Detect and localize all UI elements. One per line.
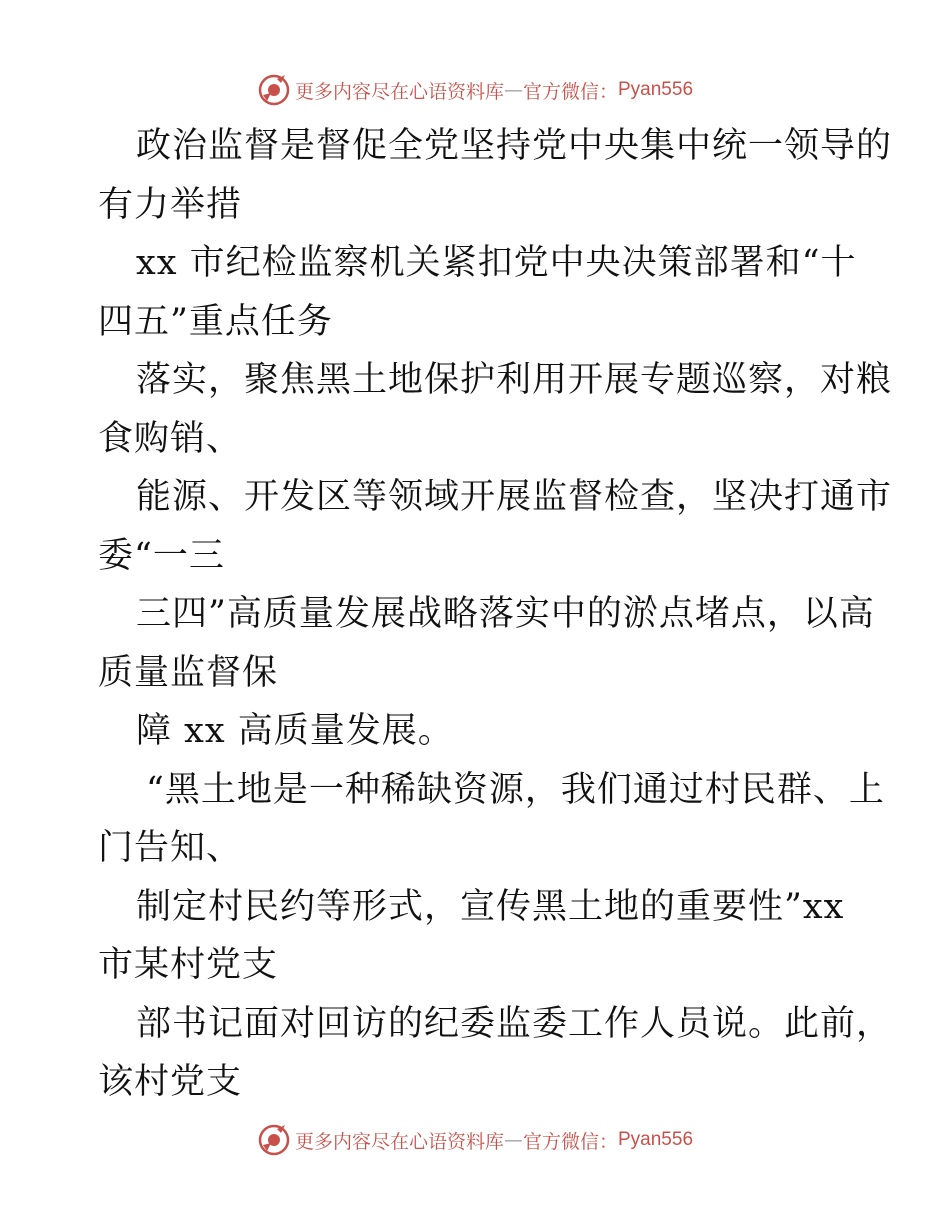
watermark-wechat-id: Pyan556 (618, 1129, 694, 1150)
text-line: 四五”重点任务 (98, 301, 333, 342)
text-line: 政治监督是督促全党坚持党中央集中统一领导的 (136, 126, 893, 166)
watermark-wechat-label: 官方微信： (522, 80, 618, 103)
text-line: 质量监督保 (98, 652, 279, 693)
text-line: 有力举措 (98, 184, 243, 225)
watermark-text: 更多内容尽在心语资料库 (294, 1130, 504, 1153)
header-watermark (0, 70, 950, 110)
text-line: 能源、开发区等领域开展监督检查，坚决打通市 (136, 477, 893, 517)
library-logo-icon (257, 73, 291, 107)
text-line: 三四”高质量发展战略落实中的淤点堵点，以高 (136, 594, 875, 634)
watermark-dash: — (503, 79, 523, 101)
watermark-dash: — (503, 1129, 523, 1151)
text-line: 障 xx 高质量发展。 (136, 711, 454, 751)
text-line: 门告知、 (98, 828, 243, 868)
text-line: 委“一三 (98, 535, 225, 576)
text-line: 制定村民约等形式，宣传黑土地的重要性”xx (136, 886, 845, 927)
footer-watermark (0, 1120, 950, 1160)
watermark-text: 更多内容尽在心语资料库 (294, 80, 504, 103)
text-line: 市某村党支 (98, 945, 279, 985)
text-line: 部书记面对回访的纪委监委工作人员说。此前， (136, 1003, 893, 1044)
text-line: 落实，聚焦黑土地保护利用开展专题巡察，对粮 (136, 360, 893, 400)
text-line: xx 市纪检监察机关紧扣党中央决策部署和“十 (136, 243, 857, 283)
watermark-wechat-label: 官方微信： (522, 1130, 618, 1153)
text-line: “黑土地是一种稀缺资源，我们通过村民群、上 (146, 769, 885, 810)
watermark-wechat-id: Pyan556 (618, 79, 694, 100)
library-logo-icon (257, 1123, 291, 1157)
text-line: 该村党支 (98, 1062, 243, 1102)
document-body (98, 117, 893, 1112)
text-line: 食购销、 (98, 418, 243, 459)
